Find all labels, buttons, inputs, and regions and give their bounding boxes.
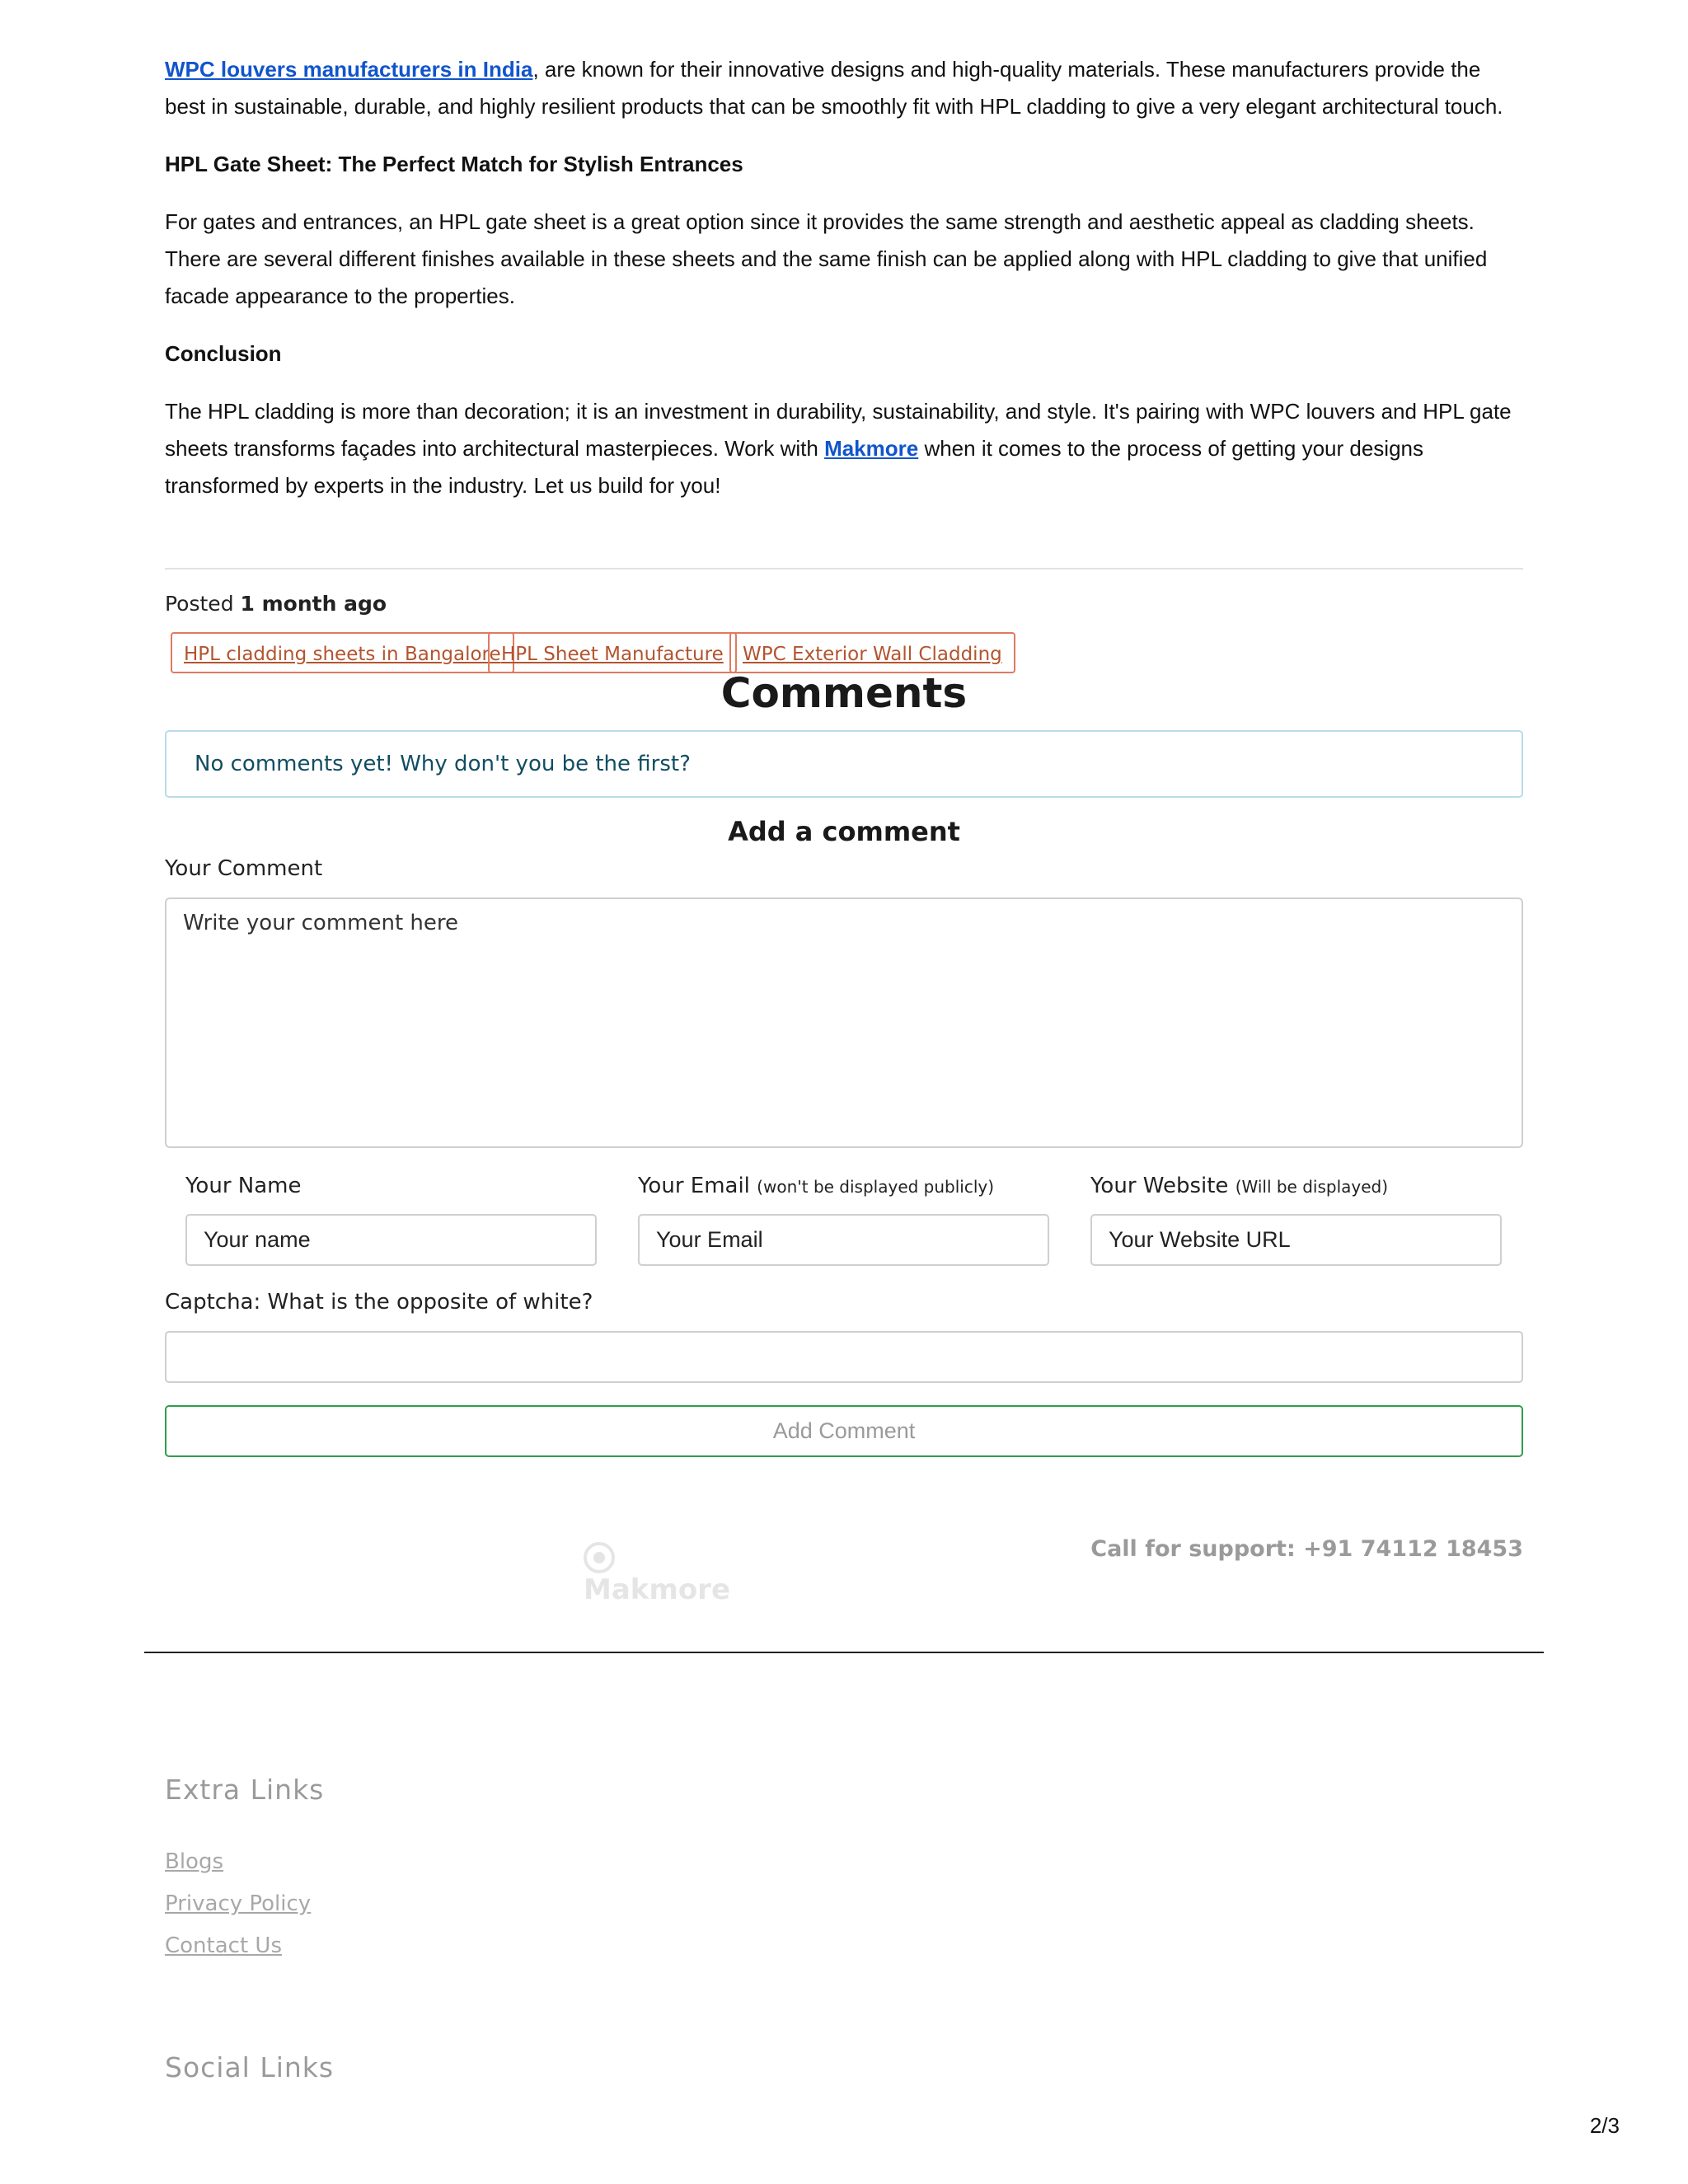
paragraph-text: when it comes to the process of getting your designs transformed by experts in the industry. Let us build for you! — [165, 436, 1423, 498]
footer-divider — [144, 1652, 1544, 1653]
support-phone[interactable]: Call for support: +91 74112 18453 — [1090, 1536, 1523, 1562]
website-label — [1090, 1174, 1388, 1198]
page-number: 2/3 — [1589, 2113, 1620, 2138]
website-label-text: Your Website — [1090, 1174, 1229, 1198]
paragraph-text: The HPL cladding is more than decoration; it is an investment in durability, sustainability, and style. It's pairing with WPC louvers and HPL gate sheets transforms façades into architectural masterpieces. Work with — [165, 399, 1512, 461]
email-note: (won't be displayed publicly) — [757, 1177, 995, 1197]
email-label-text: Your Email — [638, 1174, 750, 1198]
name-label: Your Name — [185, 1174, 302, 1198]
article-body — [165, 51, 1523, 504]
no-comments-alert: No comments yet! Why don't you be the first? — [165, 730, 1523, 798]
footer-link-privacy-policy[interactable]: Privacy Policy — [165, 1891, 312, 1916]
makmore-link[interactable]: Makmore — [824, 436, 919, 461]
heading-gate-sheet: HPL Gate Sheet: The Perfect Match for Stylish Entrances — [165, 152, 743, 176]
heading-conclusion: Conclusion — [165, 341, 282, 366]
paragraph-text: , are known for their innovative designs and high-quality materials. These manufacturers provide the best in sustainable, durable, and highly resilient products that can be smoothly fit with HPL cladding to give a very elegant architectural touch. — [165, 57, 1503, 119]
add-comment-button[interactable]: Add Comment — [165, 1405, 1523, 1457]
logo-text: Makmore — [584, 1572, 731, 1606]
divider — [165, 568, 1523, 569]
posted-time: 1 month ago — [240, 592, 387, 616]
posted-label: Posted — [165, 592, 234, 616]
posted-meta — [165, 592, 387, 616]
wpc-louvers-link[interactable]: WPC louvers manufacturers in India — [165, 57, 533, 82]
comments-title: Comments — [720, 669, 968, 717]
add-comment-title: Add a comment — [728, 816, 960, 847]
article-paragraph-louvers — [165, 51, 1523, 125]
extra-links-title: Extra Links — [165, 1774, 325, 1806]
comment-label: Your Comment — [165, 856, 323, 881]
comment-textarea[interactable]: Write your comment here — [165, 898, 1523, 1148]
captcha-label: Captcha: What is the opposite of white? — [165, 1290, 593, 1315]
logo-mark-icon — [584, 1542, 615, 1573]
name-input[interactable]: Your name — [185, 1214, 597, 1266]
article-paragraph-conclusion — [165, 393, 1523, 504]
tag-hpl-cladding-bangalore[interactable]: HPL cladding sheets in Bangalore — [171, 632, 514, 673]
footer-link-contact-us[interactable]: Contact Us — [165, 1933, 282, 1958]
tag-wpc-exterior-wall-cladding[interactable]: WPC Exterior Wall Cladding — [729, 632, 1015, 673]
captcha-input[interactable] — [165, 1331, 1523, 1383]
website-input[interactable]: Your Website URL — [1090, 1214, 1502, 1266]
footer-link-blogs[interactable]: Blogs — [165, 1849, 224, 1874]
social-links-title: Social Links — [165, 2051, 335, 2083]
makmore-logo[interactable] — [584, 1540, 748, 1606]
website-note: (Will be displayed) — [1235, 1177, 1389, 1197]
email-input[interactable]: Your Email — [638, 1214, 1049, 1266]
email-label — [638, 1174, 994, 1198]
tag-hpl-sheet-manufacture[interactable]: HPL Sheet Manufacture — [488, 632, 737, 673]
article-paragraph-gate: For gates and entrances, an HPL gate sheet is a great option since it provides the same strength and aesthetic appeal as cladding sheets. There are several different finishes available in these sheets and the same finish can be applied along with HPL cladding to give that unified facade appearance to the properties. — [165, 209, 1488, 308]
